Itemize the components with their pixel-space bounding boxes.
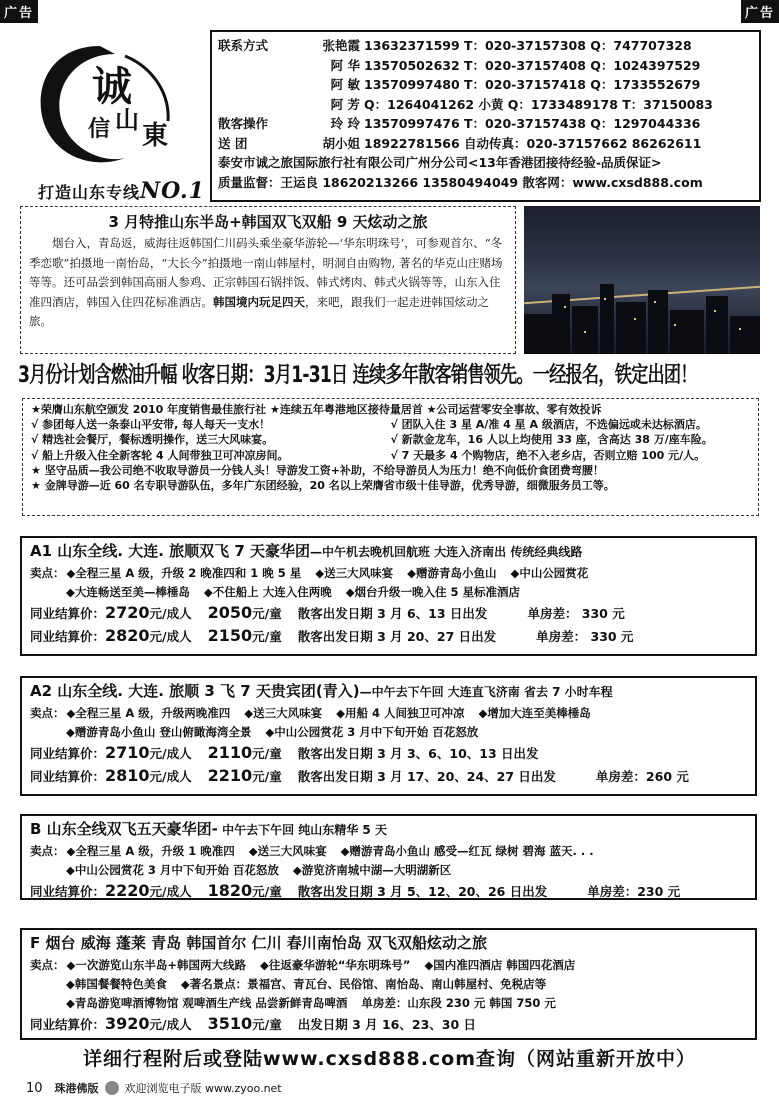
adult-unit: 元/成人	[149, 1017, 192, 1032]
child-price: 2110	[207, 743, 253, 762]
route-title-main: B 山东全线双飞五天豪华团-	[30, 820, 218, 838]
single-supplement: 单房差： 330 元	[527, 606, 625, 621]
logo	[20, 30, 210, 202]
highlight-item: ◆大连畅送至美—棒棰岛	[66, 585, 190, 599]
company-name: 泰安市诚之旅国际旅行社有限公司广州分公司<13年香港团接待经验-品质保证>	[218, 155, 662, 170]
promise-pair	[31, 432, 750, 447]
feature-box	[20, 206, 516, 354]
adult-price: 2820	[105, 626, 150, 645]
route-highlights	[30, 723, 747, 742]
route-highlights	[30, 842, 747, 861]
contact-details: 13570502632 T：020-37157408 Q：1024397529	[364, 57, 701, 73]
adult-unit: 元/成人	[149, 629, 192, 644]
adult-price: 2720	[105, 603, 150, 622]
promise-item: √ 精选社会餐厅，餐标透明操作，送三大风味宴。	[31, 433, 274, 447]
route-title-sub: —中午去下午回 大连直飞济南 省去 7 小时车程	[359, 685, 613, 699]
child-price: 1820	[207, 881, 253, 900]
contact-label: 联系方式	[218, 38, 269, 53]
highlight-label: 卖点：	[30, 566, 65, 580]
highlight-item: ◆赠游青岛小鱼山	[407, 566, 497, 580]
highlight-label: 卖点：	[30, 958, 65, 972]
price-row	[30, 765, 747, 788]
promise-item: √ 7 天最多 4 个购物店，绝不入老乡店，否则立赔 100 元/人。	[390, 448, 706, 462]
adult-price: 2810	[105, 766, 150, 785]
contact-name: 阿 芳	[330, 96, 360, 112]
promise-item: √ 团队入住 3 星 A/准 4 星 A 级酒店，不选偏远或未达标酒店。	[390, 418, 707, 432]
highlight-item: ◆著名景点：景福宫、青瓦台、民俗馆、南怡岛、南山韩屋村、免税店等	[180, 977, 547, 991]
contact-name: 张艳霞	[322, 38, 360, 53]
contact-row	[218, 134, 753, 154]
adult-unit: 元/成人	[149, 606, 192, 621]
highlight-item: ◆青岛游览啤酒博物馆 观啤酒生产线 品尝新鲜青岛啤酒	[66, 996, 348, 1010]
edition-icon	[105, 1081, 119, 1095]
price-label: 同业结算价：	[30, 769, 106, 784]
highlight-item: ◆赠游青岛小鱼山 感受—红瓦 绿树 碧海 蓝天. . .	[340, 844, 594, 858]
adult-price: 3920	[105, 1014, 150, 1033]
adult-unit: 元/成人	[149, 769, 192, 784]
brand-logo-icon	[30, 36, 180, 176]
contact-row	[218, 114, 753, 134]
highlight-item: ◆全程三星 A 级，升级两晚准四	[66, 706, 231, 720]
promise-item: √ 新款金龙车，16 人以上均使用 33 座，含高达 38 万/座车险。	[390, 433, 713, 447]
contact-row	[218, 75, 753, 95]
price-label: 同业结算价：	[30, 746, 106, 761]
contact-details: 13632371599 T：020-37157308 Q：747707328	[364, 38, 692, 53]
contact-name: 胡小姐	[322, 135, 360, 151]
contact-row	[218, 36, 753, 56]
feature-body: 烟台入，青岛返，威海往返韩国仁川码头乘坐豪华游轮—‘华东明珠号’，可参观首尔、“冬季恋歌”拍摄地一南怡岛，“大长今”拍摄地一南山韩屋村，明洞自由购物, 著名的华克山庄赌场等等。还可品尝到韩国高丽人参鸡、正宗韩国石锅拌饭、韩式烤肉、韩式火锅等等，山东入住准四酒店，韩国入住四花标准酒店。韩国境内玩足四天，来吧，跟我们一起走进韩国炫动之旅。	[29, 236, 503, 328]
departure-dates: 散客出发日期 3 月 3、6、10、13 日出发	[297, 746, 539, 761]
route-title	[30, 680, 747, 701]
highlight-item: ◆往返豪华游轮“华东明珠号”	[259, 958, 411, 972]
slogan: 打造山东专线NO.1	[38, 178, 205, 204]
contact-row	[218, 56, 753, 76]
adult-unit: 元/成人	[149, 746, 192, 761]
departure-dates: 散客出发日期 3 月 20、27 日出发	[297, 629, 497, 644]
route-title-sub: 中午去下午回 纯山东精华 5 天	[217, 823, 387, 837]
single-supplement: 单房差： 330 元	[536, 629, 634, 644]
service-promise-box	[22, 398, 759, 516]
route-highlights	[30, 583, 747, 602]
city-night-photo	[524, 206, 760, 354]
highlight-item: ◆全程三星 A 级，升级 2 晚准四和 1 晚 5 星	[66, 566, 302, 580]
contact-details: Q：1264041262 小黄 Q：1733489178 T：37150083	[364, 96, 713, 112]
quality-supervision: 质量监督：王运良 18620213266 13580494049 散客网：www.cxsd888.com	[218, 174, 703, 190]
single-supplement: 单房差：230 元	[587, 884, 681, 899]
child-unit: 元/童	[252, 884, 282, 899]
highlight-item: ◆中山公园赏花	[510, 566, 589, 580]
svg-text:信: 信	[88, 116, 111, 142]
highlight-item: ◆送三大风味宴	[315, 566, 394, 580]
site-note: 欢迎浏览电子版 www.zyoo.net	[124, 1082, 282, 1095]
website-footer: 详细行程附后或登陆www.cxsd888.com查询（网站重新开放中）	[82, 1048, 697, 1070]
contact-name: 阿 敏	[330, 77, 360, 92]
child-price: 2050	[207, 603, 253, 622]
promise-line: ★ 坚守品质—我公司绝不收取导游员一分钱人头！导游发工资+补助，不给导游员人为压力！绝不向低价食团费弯腰！	[31, 463, 604, 477]
price-label: 同业结算价：	[30, 629, 106, 644]
route-highlights	[30, 994, 747, 1013]
child-unit: 元/童	[252, 746, 282, 761]
promise-pair	[31, 417, 750, 432]
highlight-item: ◆增加大连至美棒棰岛	[478, 706, 591, 720]
contact-label: 送 团	[218, 135, 248, 151]
highlight-item: ◆烟台升级一晚入住 5 星标准酒店	[345, 585, 521, 599]
highlight-item: ◆送三大风味宴	[244, 706, 323, 720]
edition-label: 珠港佛版	[54, 1082, 99, 1095]
promise-line: ★ 金牌导游—近 60 名专职导游队伍，多年广东团经验，20 名以上荣膺省市级十佳导游，优秀导游，细微服务员工等。	[31, 479, 615, 493]
child-unit: 元/童	[252, 769, 282, 784]
promise-line: ★荣膺山东航空颁发 2010 年度销售最佳旅行社 ★连续五年粤港地区接待量居首 ★公司运营零安全事故、零有效投诉	[31, 403, 602, 416]
route-box	[20, 676, 757, 796]
adult-price: 2220	[105, 881, 150, 900]
route-box	[20, 928, 757, 1040]
child-unit: 元/童	[252, 606, 282, 621]
svg-text:诚: 诚	[92, 63, 132, 110]
highlight-item: ◆中山公园赏花 3 月中下旬开始 百花怒放	[265, 725, 479, 739]
highlight-item: ◆游览济南城中湖—大明湖新区	[292, 863, 452, 877]
contact-label: 散客操作	[218, 116, 269, 131]
route-highlights	[30, 975, 747, 994]
route-title	[30, 540, 747, 561]
departure-dates: 散客出发日期 3 月 17、20、24、27 日出发	[297, 769, 556, 784]
route-title	[30, 932, 747, 953]
svg-text:山: 山	[115, 105, 139, 134]
departure-dates: 出发日期 3 月 16、23、30 日	[297, 1017, 477, 1032]
highlight-item: ◆送三大风味宴	[248, 844, 327, 858]
route-highlights	[30, 861, 747, 880]
price-label: 同业结算价：	[30, 1017, 106, 1032]
child-price: 3510	[207, 1014, 253, 1033]
single-supplement: 单房差：260 元	[595, 769, 689, 784]
adult-price: 2710	[105, 743, 150, 762]
highlight-item: 单房差：山东段 230 元 韩国 750 元	[361, 996, 556, 1010]
price-label: 同业结算价：	[30, 884, 106, 899]
page-footer	[26, 1080, 282, 1096]
highlight-item: ◆赠游青岛小鱼山 登山俯瞰海湾全景	[66, 725, 252, 739]
contact-row	[218, 95, 753, 115]
contact-box	[210, 30, 761, 202]
promise-item: √ 参团每人送一条泰山平安带, 每人每天一支水！	[31, 418, 271, 432]
price-row	[30, 1013, 747, 1036]
price-row	[30, 880, 747, 903]
route-box	[20, 536, 757, 656]
price-row	[30, 602, 747, 625]
route-highlights	[30, 564, 747, 583]
ad-tag-right: 广告	[741, 0, 779, 23]
departure-dates: 散客出发日期 3 月 6、13 日出发	[297, 606, 488, 621]
child-unit: 元/童	[252, 1017, 282, 1032]
contact-name: 阿 华	[330, 57, 360, 73]
contact-details: 13570997476 T：020-37157438 Q：1297044336	[364, 116, 701, 131]
highlight-label: 卖点：	[30, 706, 65, 720]
route-title-main: F 烟台 威海 蓬莱 青岛 韩国首尔 仁川 春川南怡岛 双飞双船炫动之旅	[30, 934, 488, 952]
route-title	[30, 818, 747, 839]
highlight-item: ◆国内准四酒店 韩国四花酒店	[424, 958, 576, 972]
promo-banner: 3月份计划含燃油升幅 收客日期：3月1-31日 连续多年散客销售领先。一经报名，铁定出团！	[18, 363, 697, 388]
highlight-item: ◆全程三星 A 级，升级 1 晚准四	[66, 844, 235, 858]
price-label: 同业结算价：	[30, 606, 106, 621]
child-price: 2210	[207, 766, 253, 785]
page-number: 10	[26, 1080, 43, 1096]
highlight-item: ◆不住船上 大连入住两晚	[203, 585, 332, 599]
ad-tag-left: 广告	[0, 0, 38, 23]
child-price: 2150	[207, 626, 253, 645]
departure-dates: 散客出发日期 3 月 5、12、20、26 日出发	[297, 884, 548, 899]
price-row	[30, 625, 747, 648]
contact-name: 玲 玲	[330, 116, 360, 131]
header	[20, 30, 761, 202]
promise-item: √ 船上升级入住全新客轮 4 人间带独卫可冲凉房间。	[31, 448, 289, 462]
highlight-item: ◆用船 4 人间独卫可冲凉	[336, 706, 465, 720]
route-highlights	[30, 956, 747, 975]
route-title-main: A1 山东全线. 大连. 旅顺双飞 7 天豪华团	[30, 542, 310, 560]
highlight-label: 卖点：	[30, 844, 65, 858]
svg-text:東: 東	[142, 121, 169, 151]
highlight-item: ◆中山公园赏花 3 月中下旬开始 百花怒放	[66, 863, 279, 877]
route-highlights	[30, 704, 747, 723]
feature-title: 3 月特推山东半岛+韩国双飞双船 9 天炫动之旅	[108, 213, 428, 231]
price-row	[30, 742, 747, 765]
route-title-sub: —中午机去晚机回航班 大连入济南出 传统经典线路	[310, 545, 583, 559]
highlight-item: ◆一次游览山东半岛+韩国两大线路	[66, 958, 246, 972]
highlight-item: ◆韩国餐餐特色美食	[66, 977, 167, 991]
promise-pair	[31, 448, 750, 463]
route-box	[20, 814, 757, 900]
route-title-main: A2 山东全线. 大连. 旅顺 3 飞 7 天贵宾团(青入)	[30, 682, 360, 700]
adult-unit: 元/成人	[149, 884, 192, 899]
contact-details: 13570997480 T：020-37157418 Q：1733552679	[364, 77, 701, 92]
contact-details: 18922781566 自动传真：020-37157662 86262611	[364, 135, 702, 151]
child-unit: 元/童	[252, 629, 282, 644]
